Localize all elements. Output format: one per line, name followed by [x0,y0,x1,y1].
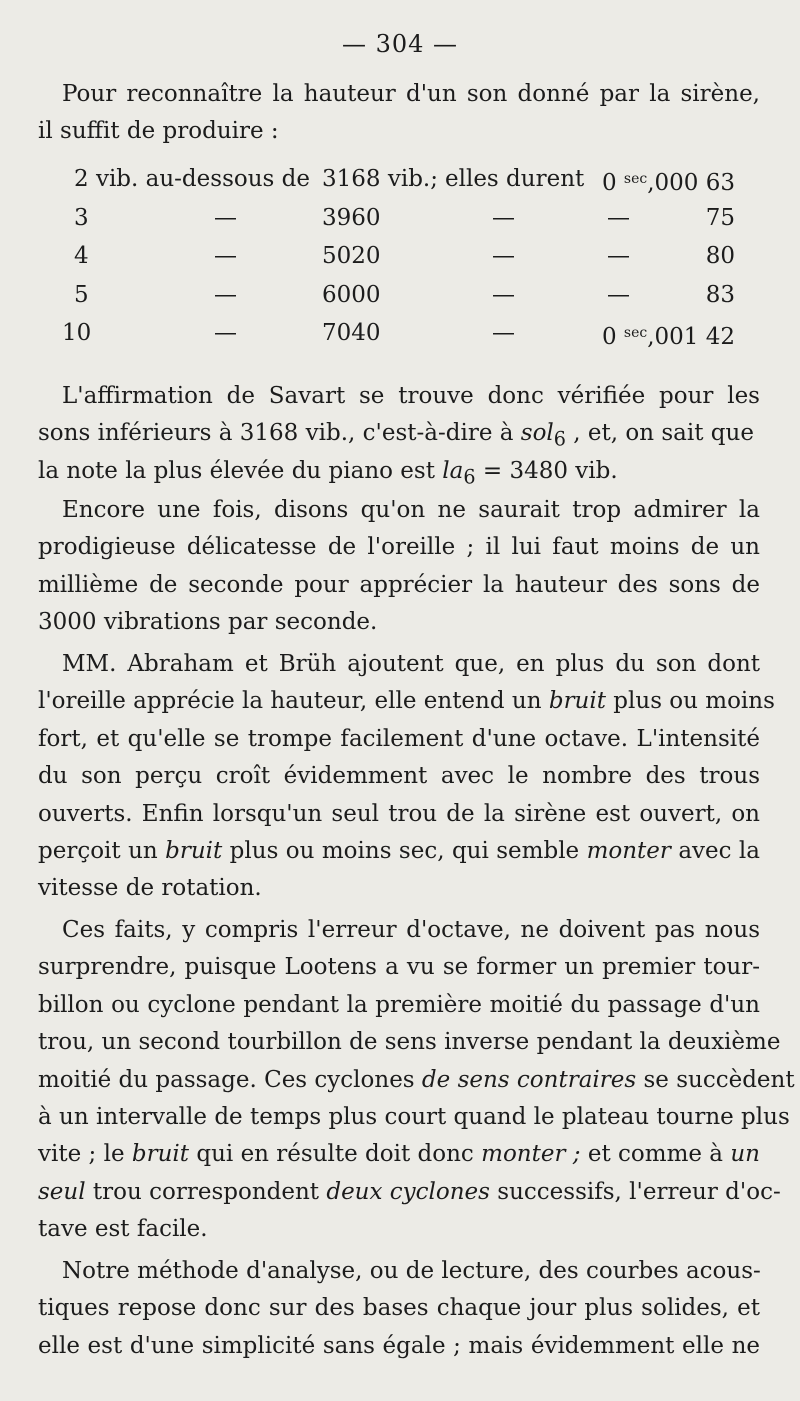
table-cell-dash: — [607,243,630,270]
italic-span: monter [586,837,671,864]
italic-span: un [730,1141,760,1168]
text-line: à un intervalle de temps plus court quand le plateau tourne plus [38,1103,790,1130]
text-span: qui en résulte doit donc [189,1141,482,1168]
text-span: plus ou moins [605,688,775,715]
text-line: 3000 vibrations par seconde. [38,609,378,636]
text-span: , et, on sait que [565,420,754,447]
text-line: Notre méthode d'analyse, ou de lecture, des courbes acous- [62,1258,761,1284]
text-line: billon ou cyclone pendant la première moitié du passage d'un [38,991,760,1018]
text-span: et comme à [580,1141,731,1168]
table-cell-dash: — [492,320,515,347]
text-line: vitesse de rotation. [38,875,262,902]
duration-unit: sec [623,325,648,342]
duration-prefix: 0 [601,170,617,196]
text-line [38,453,760,490]
text-line: ouverts. Enfin lorsqu'un seul trou de la sirène est ouvert, on [38,800,760,827]
text-span: la note la plus élevée du piano est [38,457,443,484]
italic-span: sol [520,420,554,447]
table-cell-dash: — [214,243,237,270]
table-cell-duration [602,314,735,357]
duration-unit: sec [623,171,648,187]
duration-prefix: 0 [601,324,617,351]
table-cell-frequency: 5020 [322,243,381,270]
italic-span: bruit [131,1141,190,1168]
table-cell-count: 3 [74,204,89,231]
text-line: Pour reconnaître la hauteur d'un son donné par la sirène, [62,81,760,107]
paragraph [38,912,795,1249]
table-row [0,314,800,353]
paragraph [38,1253,760,1365]
table-cell-count: 2 vib. au-dessous de [74,166,310,192]
subscript: 6 [553,427,566,451]
text-line: tiques repose donc sur des bases chaque jour plus solides, et [38,1295,760,1322]
text-span: = 3480 vib. [475,457,618,484]
text-span: vite ; le [38,1141,132,1168]
table-cell-frequency: 3168 vib.; [322,166,438,192]
text-span: se succèdent [636,1066,795,1093]
text-span: l'oreille apprécie la hauteur, elle entend un [38,688,549,715]
text-line: Ces faits, y compris l'erreur d'octave, ne doivent pas nous [62,917,760,943]
table-row [0,160,800,199]
table-cell-duration: 80 [705,243,735,270]
text-line: fort, et qu'elle se trompe facilement d'une octave. L'intensité [38,725,760,752]
table-cell-frequency: 6000 [322,281,381,308]
page-number: — 304 — [341,30,459,58]
table-cell-frequency: 7040 [322,320,381,347]
text-span: moitié du passage. Ces cyclones [38,1066,422,1093]
text-line: prodigieuse délicatesse de l'oreille ; il lui faut moins de un [38,534,760,561]
text-span: successifs, l'erreur d'oc- [489,1178,781,1205]
table-cell-dash: — [492,204,515,231]
table-row [0,276,800,315]
table-cell-duration: 83 [705,281,735,308]
table-cell-count: 5 [74,281,89,308]
italic-span: seul [38,1178,86,1205]
paragraph [38,492,760,642]
italic-span: bruit [548,688,606,715]
text-line: du son perçu croît évidemment avec le nombre des trous [38,763,760,790]
text-line [38,415,760,452]
table-cell-dash: — [492,243,515,270]
table-cell-dash: — [607,204,630,231]
text-line: MM. Abraham et Brüh ajoutent que, en plus du son dont [62,651,760,677]
text-line: tave est facile. [38,1216,208,1243]
table-cell-frequency: 3960 [322,204,381,231]
text-span: sons inférieurs à 3168 vib., c'est-à-dire à [38,420,521,447]
table-cell-dash: — [214,281,237,308]
text-line: trou, un second tourbillon de sens inverse pendant la deuxième [38,1029,781,1056]
table-cell-label: elles durent [445,166,585,192]
vibration-table [0,160,800,353]
table-cell-dash: — [214,320,237,347]
paragraph [38,646,775,908]
table-row [0,199,800,238]
table-cell-dash: — [214,204,237,231]
text-line [38,683,775,720]
text-line [38,1136,760,1173]
italic-span: deux cyclones [326,1178,490,1205]
italic-span: bruit [165,837,223,864]
text-span: perçoit un [38,837,166,864]
subscript: 6 [463,465,476,489]
table-cell-dash: — [607,281,630,308]
text-line: surprendre, puisque Lootens a vu se former un premier tour- [38,954,760,981]
text-line: L'affirmation de Savart se trouve donc vérifiée pour les [62,383,760,409]
text-span: trou correspondent [85,1178,327,1205]
table-cell-duration [602,160,735,203]
intro-paragraph [38,76,760,151]
paragraph [38,378,760,490]
table-cell-dash: — [492,281,515,308]
table-cell-count: 10 [62,320,92,347]
table-cell-duration: 75 [705,204,735,231]
text-line: il suffit de produire : [38,118,279,145]
text-span: plus ou moins sec, qui semble [222,837,587,864]
italic-span: la [442,457,464,484]
italic-span: de sens contraires [421,1066,637,1093]
duration-value: ,000 63 [647,170,735,196]
text-line: elle est d'une simplicité sans égale ; mais évidemment elle ne [38,1332,760,1359]
duration-value: ,001 42 [647,324,735,351]
text-span: avec la [670,837,761,864]
table-cell-count: 4 [74,243,89,270]
text-line [38,1062,795,1099]
table-row [0,237,800,276]
text-line: millième de seconde pour apprécier la hauteur des sons de [38,571,760,598]
text-line [38,833,760,870]
italic-span: monter ; [481,1141,581,1168]
text-line [38,1174,781,1211]
text-line: Encore une fois, disons qu'on ne saurait trop admirer la [62,497,760,523]
